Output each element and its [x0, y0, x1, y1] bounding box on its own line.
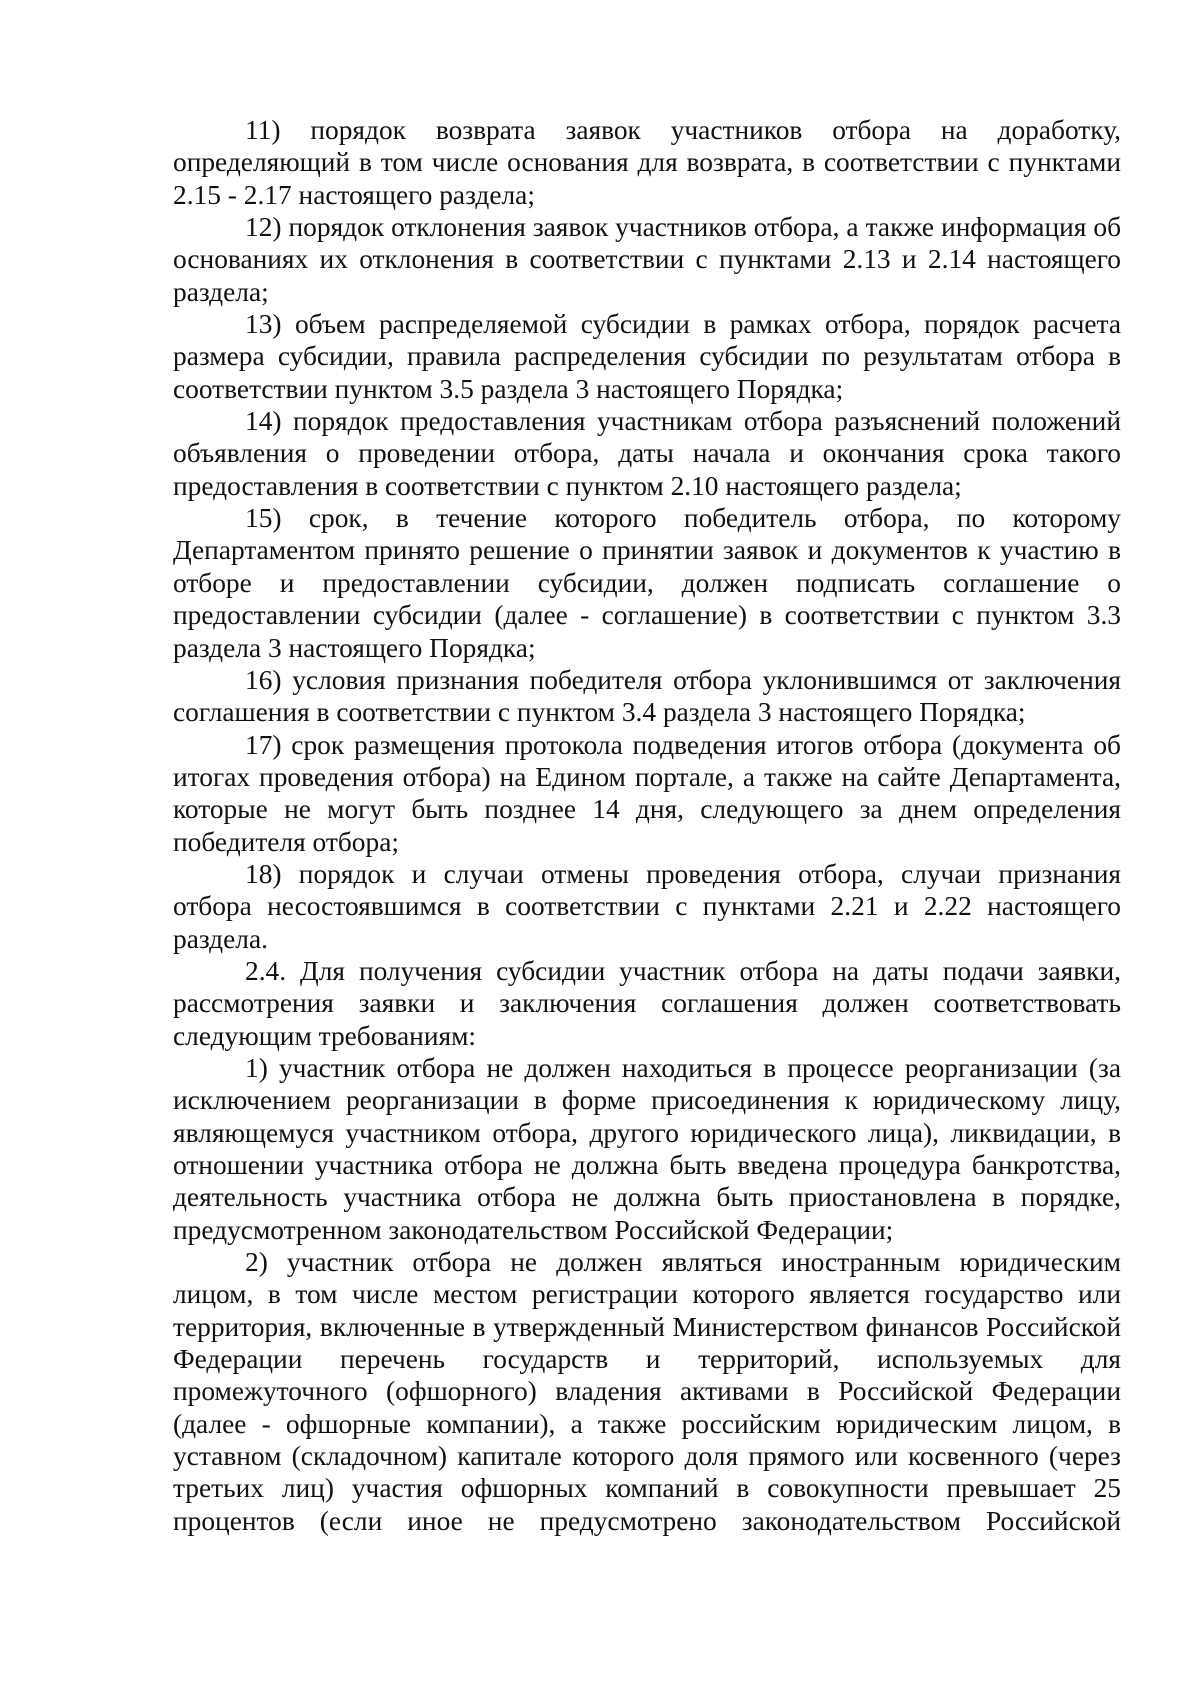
paragraph-item-14: 14) порядок предоставления участникам отбора разъяснений положений объявления о проведении отбора, даты начала и окончания срока такого предоставления в соответствии с пунктом 2.10 настоящего раздела;	[173, 406, 1121, 501]
paragraph-item-16: 16) условия признания победителя отбора уклонившимся от заключения соглашения в соответствии с пунктом 3.4 раздела 3 настоящего Порядка;	[173, 664, 1121, 728]
paragraph-requirement-1: 1) участник отбора не должен находиться в процессе реорганизации (за исключением реорганизации в форме присоединения к юридическому лицу, являющемуся участником отбора, другого юридического лица), ликвидации, в отношении участника отбора не должна быть введена процедура банкротства, деятельность участника отбора не должна быть приостановлена в порядке, предусмотренном законодательством Российской Федерации;	[173, 1052, 1121, 1245]
paragraph-section-2-4: 2.4. Для получения субсидии участник отбора на даты подачи заявки, рассмотрения заявки и заключения соглашения должен соответствовать следующим требованиям:	[173, 955, 1121, 1051]
paragraph-item-17: 17) срок размещения протокола подведения итогов отбора (документа об итогах проведения отбора) на Едином портале, а также на сайте Департамента, которые не могут быть позднее 14 дня, следующего за днем определения победителя отбора;	[173, 729, 1121, 857]
paragraph-item-15: 15) срок, в течение которого победитель отбора, по которому Департаментом принято решение о принятии заявок и документов к участию в отборе и предоставлении субсидии, должен подписать соглашение о предоставлении субсидии (далее - соглашение) в соответствии с пунктом 3.3 раздела 3 настоящего Порядка;	[173, 503, 1121, 663]
paragraph-item-13: 13) объем распределяемой субсидии в рамках отбора, порядок расчета размера субсидии, правила распределения субсидии по результатам отбора в соответствии пунктом 3.5 раздела 3 настоящего Порядка;	[173, 309, 1121, 404]
paragraph-item-11: 11) порядок возврата заявок участников отбора на доработку, определяющий в том числе основания для возврата, в соответствии с пунктами 2.15 - 2.17 настоящего раздела;	[173, 115, 1121, 210]
paragraph-requirement-2: 2) участник отбора не должен являться иностранным юридическим лицом, в том числе местом регистрации которого является государство или территория, включенные в утвержденный Министерством финансов Российской Федерации перечень государств и территорий, используемых для промежуточного (офшорного) владения активами в Российской Федерации (далее - офшорные компании), а также российским юридическим лицом, в уставном (складочном) капитале которого доля прямого или косвенного (через третьих лиц) участия офшорных компаний в совокупности превышает 25 процентов (если иное не предусмотрено законодательством Российской	[173, 1247, 1121, 1536]
paragraph-item-18: 18) порядок и случаи отмены проведения отбора, случаи признания отбора несостоявшимся в соответствии с пунктами 2.21 и 2.22 настоящего раздела.	[173, 858, 1121, 954]
paragraph-item-12: 12) порядок отклонения заявок участников отбора, а также информация об основаниях их отклонения в соответствии с пунктами 2.13 и 2.14 настоящего раздела;	[173, 212, 1121, 307]
document-body	[173, 114, 1121, 1537]
